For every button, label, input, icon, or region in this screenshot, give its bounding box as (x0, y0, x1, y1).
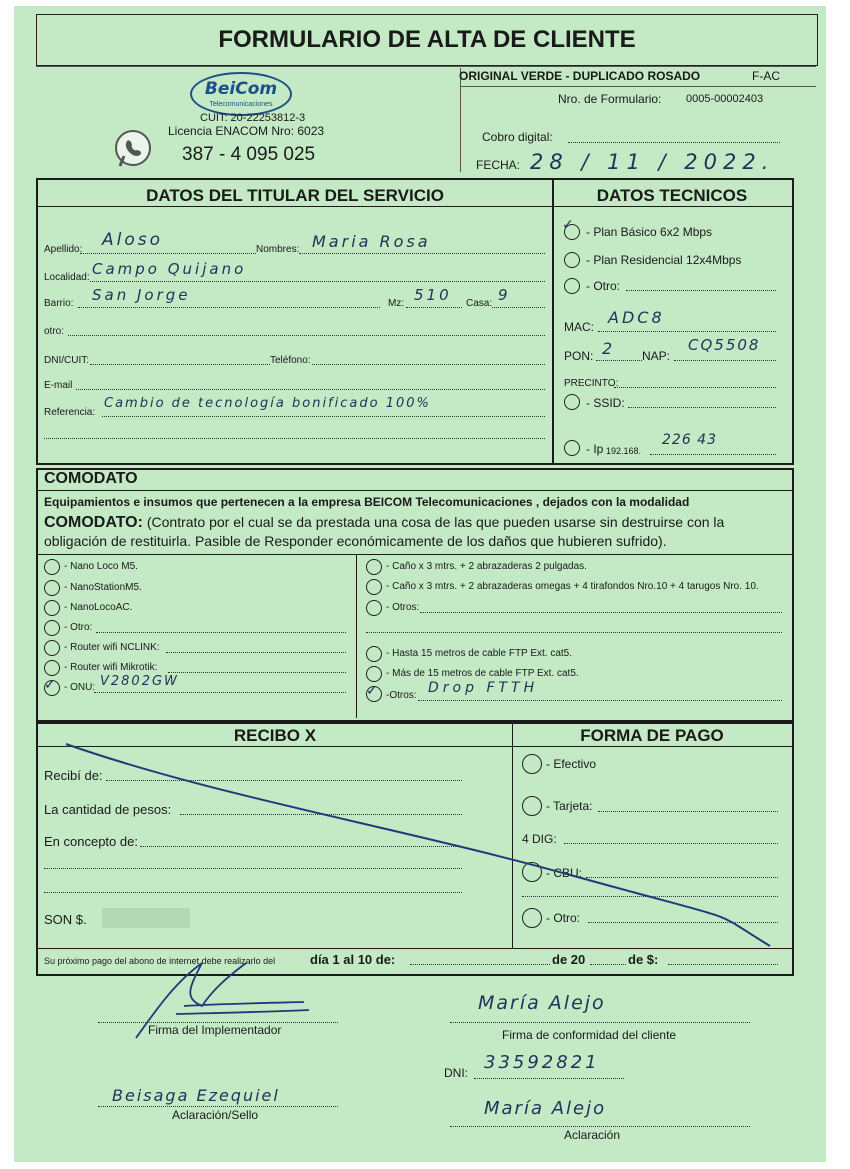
otro-plan-label: - Otro: (586, 279, 621, 293)
mac-value: ADC8 (608, 308, 665, 327)
cbu-label: - CBU: (546, 866, 582, 880)
tecnicos-header: DATOS TECNICOS (596, 186, 748, 205)
otros-cable-value: Drop FTTH (428, 680, 539, 696)
form-title: FORMULARIO DE ALTA DE CLIENTE (36, 14, 818, 66)
email-label: E-mail (44, 380, 73, 391)
efectivo-label: - Efectivo (546, 757, 597, 771)
client-label: Firma de conformidad del cliente (502, 1028, 677, 1042)
son-label: SON $. (44, 912, 87, 927)
aclaracion-sello-line (98, 1106, 338, 1107)
company-license: Licencia ENACOM Nro: 6023 (168, 124, 325, 138)
implementer-name: Beisaga Ezequiel (112, 1086, 280, 1105)
otro-pago-label: - Otro: (546, 911, 581, 925)
router-nclink-label: - Router wifi NCLINK: (64, 642, 160, 653)
recibo-header: RECIBO X (233, 726, 317, 745)
logo-text: BeiCom (204, 79, 278, 99)
cano-omegas-label: - Caño x 3 mtrs. + 2 abrazaderas omegas + 4 tirafondos Nro.10 + 4 tarugos Nro. 10. (386, 581, 759, 592)
titular-header: DATOS DEL TITULAR DEL SERVICIO (146, 186, 444, 205)
aclaracion-label: Aclaración (564, 1128, 621, 1142)
comodato-header: COMODATO (44, 470, 138, 487)
form-number: 0005-00002403 (686, 93, 764, 105)
casa-value: 9 (498, 286, 511, 304)
router-mikrotik-label: - Router wifi Mikrotik: (64, 662, 158, 673)
next-payment-days: día 1 al 10 de: (310, 952, 396, 967)
checkmark-icon: ✓ (562, 216, 574, 232)
nombres-value: Maria Rosa (312, 232, 431, 251)
pago-header: FORMA DE PAGO (580, 726, 724, 745)
client-signature-line (450, 1022, 750, 1023)
company-phone: 387 - 4 095 025 (182, 144, 316, 165)
concepto-label: En concepto de: (44, 834, 138, 849)
onu-value: V2802GW (100, 674, 179, 689)
client-name: María Alejo (484, 1098, 607, 1119)
otro-label: otro: (44, 326, 65, 337)
plan-basico-label: - Plan Básico 6x2 Mbps (586, 225, 713, 239)
onu-label: - ONU: (64, 682, 96, 693)
tarjeta-label: - Tarjeta: (546, 799, 593, 813)
nap-value: CQ5508 (688, 336, 761, 354)
referencia-label: Referencia: (44, 407, 96, 418)
copy-note: ORIGINAL VERDE - DUPLICADO ROSADO (459, 69, 701, 83)
plan-residencial-label: - Plan Residencial 12x4Mbps (586, 253, 742, 267)
next-payment-amount-field[interactable] (668, 964, 778, 965)
localidad-label: Localidad: (44, 272, 90, 283)
form-sheet (14, 6, 826, 1162)
implementer-label: Firma del Implementador (148, 1023, 282, 1037)
next-payment-text: Su próximo pago del abono de internet debe realizarlo del (44, 956, 276, 966)
next-payment-year-field[interactable] (590, 964, 626, 965)
dni-sign-field[interactable] (474, 1078, 624, 1079)
casa-label: Casa: (466, 298, 493, 309)
ip-value: 226 43 (662, 432, 717, 448)
cobro-label: Cobro digital: (482, 130, 553, 144)
aclaracion-line (450, 1126, 750, 1127)
nanostation-m5-label: - NanoStationM5. (64, 582, 142, 593)
telefono-label: Teléfono: (270, 355, 311, 366)
comodato-intro: Equipamientos e insumos que pertenecen a la empresa BEICOM Telecomunicaciones , dejados con la modalidad (44, 495, 690, 509)
ip-label: - Ip (586, 442, 604, 456)
otros-cable-label: -Otros: (386, 690, 417, 701)
comodato-def-text: (Contrato por el cual se da prestada una cosa de las que pueden usarse sin destruirse con la obligación de restituirla. Pasible de Responder económicamente de los daños que hubieren sufrido). (44, 514, 725, 549)
otro-equipo-label: - Otro: (64, 622, 93, 633)
cable-15m-label: - Hasta 15 metros de cable FTP Ext. cat5. (386, 648, 573, 659)
dni-sign-value: 33592821 (484, 1052, 600, 1073)
nap-label: NAP: (642, 349, 671, 363)
form-code: F-AC (752, 69, 780, 83)
client-signature: María Alejo (478, 992, 606, 1014)
precinto-label: PRECINTO: (564, 378, 619, 389)
next-payment-month-field[interactable] (410, 964, 550, 965)
nanoloco-m5-label: - Nano Loco M5. (64, 561, 138, 572)
aclaracion-sello-label: Aclaración/Sello (172, 1108, 259, 1122)
mz-label: Mz: (388, 298, 405, 309)
comodato-def-title: COMODATO: (44, 514, 143, 531)
otros-insumos-label: - Otros: (386, 602, 420, 613)
pon-value: 2 (602, 339, 616, 358)
mac-label: MAC: (564, 320, 594, 334)
next-payment-amount-label: de $: (628, 952, 659, 967)
apellido-value: Aloso (102, 230, 164, 250)
dni-sign-label: DNI: (444, 1066, 468, 1080)
checkmark-icon: ✓ (366, 682, 378, 698)
barrio-label: Barrio: (44, 298, 74, 309)
nanoloco-ac-label: - NanoLocoAC. (64, 602, 133, 613)
next-payment-year-label: de 20 (552, 952, 586, 967)
dni-label: DNI/CUIT: (44, 355, 89, 366)
cantidad-label: La cantidad de pesos: (44, 802, 172, 817)
cable-mas-15m-label: - Más de 15 metros de cable FTP Ext. cat5. (386, 668, 579, 679)
ssid-label: - SSID: (586, 396, 625, 410)
nombres-label: Nombres: (256, 244, 300, 255)
fecha-value: 28 / 11 / 2022. (530, 150, 775, 174)
localidad-value: Campo Quijano (92, 260, 247, 278)
cano-2-pulgadas-label: - Caño x 3 mtrs. + 2 abrazaderas 2 pulgadas. (386, 561, 587, 572)
company-cuit: CUIT: 20-22253812-3 (200, 112, 306, 124)
referencia-value: Cambio de tecnología bonificado 100% (104, 396, 431, 411)
apellido-label: Apellido: (44, 244, 83, 255)
logo-subtext: Telecomunicaciones (209, 101, 273, 108)
dig-label: 4 DIG: (522, 832, 557, 846)
pon-label: PON: (564, 349, 594, 363)
form-number-label: Nro. de Formulario: (558, 92, 662, 106)
recibi-label: Recibí de: (44, 768, 103, 783)
mz-value: 510 (414, 286, 452, 304)
fecha-label: FECHA: (476, 158, 521, 172)
ip-prefix: 192.168. (606, 446, 642, 456)
barrio-value: San Jorge (92, 286, 191, 304)
checkmark-icon: ✓ (44, 676, 56, 692)
